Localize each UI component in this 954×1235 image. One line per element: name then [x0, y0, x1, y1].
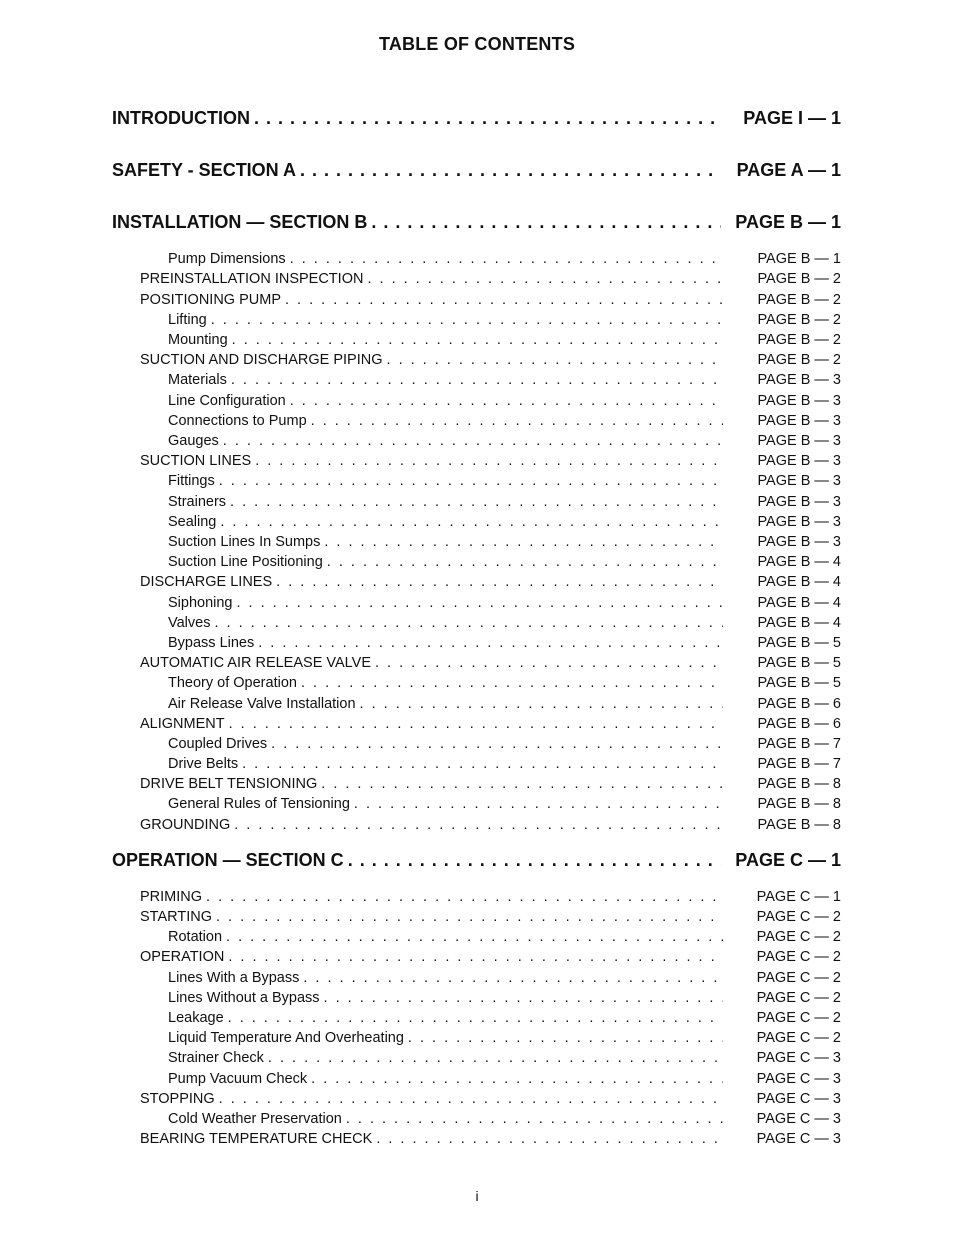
dot-leader — [327, 554, 723, 570]
toc-entry-label: General Rules of Tensioning — [168, 796, 350, 812]
dot-leader — [231, 372, 723, 388]
toc-entry[interactable] — [168, 473, 841, 489]
toc-entry-page: PAGE B — 1 — [757, 251, 841, 267]
dot-leader — [242, 756, 723, 772]
dot-leader — [268, 1050, 723, 1066]
toc-entry[interactable] — [168, 1071, 841, 1087]
toc-entry-page: PAGE C — 1 — [735, 850, 841, 870]
dot-leader — [376, 1131, 723, 1147]
toc-entry[interactable] — [168, 756, 841, 772]
toc-entry-page: PAGE B — 3 — [757, 453, 841, 469]
toc-entry[interactable] — [140, 453, 841, 469]
dot-leader — [311, 413, 723, 429]
toc-entry-label: Lifting — [168, 312, 207, 328]
toc-entry[interactable] — [140, 271, 841, 287]
toc-entry-label: SUCTION AND DISCHARGE PIPING — [140, 352, 383, 368]
toc-entry[interactable] — [140, 909, 841, 925]
dot-leader — [311, 1071, 723, 1087]
dot-leader — [237, 595, 724, 611]
toc-entry[interactable] — [168, 413, 841, 429]
toc-entry-page: PAGE B — 2 — [757, 332, 841, 348]
dot-leader — [408, 1030, 723, 1046]
toc-entry-label: Gauges — [168, 433, 219, 449]
toc-entry-page: PAGE B — 1 — [735, 212, 841, 232]
toc-entry-page: PAGE B — 4 — [757, 574, 841, 590]
dot-leader — [285, 292, 723, 308]
toc-entry-label: Mounting — [168, 332, 228, 348]
dot-leader — [211, 312, 723, 328]
toc-entry[interactable] — [168, 372, 841, 388]
dot-leader — [254, 108, 721, 129]
toc-entry-page: PAGE B — 8 — [757, 796, 841, 812]
dot-leader — [219, 473, 723, 489]
toc-entry-page: PAGE A — 1 — [736, 160, 841, 180]
toc-entry-label: Coupled Drives — [168, 736, 268, 752]
toc-section-entry[interactable] — [112, 108, 841, 129]
toc-entry-page: PAGE B — 5 — [757, 655, 841, 671]
toc-entry-page: PAGE B — 3 — [757, 494, 841, 510]
toc-entry-label: Materials — [168, 372, 227, 388]
toc-entry-page: PAGE B — 8 — [757, 776, 841, 792]
toc-entry[interactable] — [168, 312, 841, 328]
toc-entry[interactable] — [168, 696, 841, 712]
toc-entry-page: PAGE C — 1 — [756, 889, 841, 905]
dot-leader — [219, 1091, 723, 1107]
toc-entry-label: Sealing — [168, 514, 217, 530]
toc-entry-page: PAGE C — 3 — [756, 1071, 841, 1087]
toc-entry-label: OPERATION — SECTION C — [112, 850, 344, 870]
toc-entry[interactable] — [168, 1010, 841, 1026]
toc-entry-page: PAGE B — 7 — [757, 736, 841, 752]
toc-section-entry[interactable] — [112, 212, 841, 233]
toc-entry[interactable] — [168, 534, 841, 550]
dot-leader — [276, 574, 723, 590]
toc-entry[interactable] — [168, 929, 841, 945]
toc-entry[interactable] — [168, 675, 841, 691]
toc-entry[interactable] — [140, 655, 841, 671]
toc-entry-page: PAGE C — 2 — [756, 1010, 841, 1026]
toc-entry[interactable] — [168, 615, 841, 631]
toc-entry-label: Air Release Valve Installation — [168, 696, 356, 712]
dot-leader — [290, 251, 723, 267]
toc-entry-label: INSTALLATION — SECTION B — [112, 212, 368, 232]
toc-entry-page: PAGE B — 3 — [757, 473, 841, 489]
toc-entry-page: PAGE C — 3 — [756, 1131, 841, 1147]
toc-entry-label: STOPPING — [140, 1091, 215, 1107]
toc-entry-page: PAGE B — 5 — [757, 635, 841, 651]
toc-entry-page: PAGE B — 4 — [757, 554, 841, 570]
toc-entry-page: PAGE C — 3 — [756, 1050, 841, 1066]
toc-entry-page: PAGE B — 2 — [757, 312, 841, 328]
toc-entry-page: PAGE B — 3 — [757, 413, 841, 429]
toc-entry-page: PAGE C — 2 — [756, 929, 841, 945]
dot-leader — [348, 850, 721, 871]
toc-entry[interactable] — [140, 949, 841, 965]
dot-leader — [206, 889, 723, 905]
toc-entry-page: PAGE B — 6 — [757, 716, 841, 732]
dot-leader — [226, 929, 723, 945]
toc-entry[interactable] — [168, 796, 841, 812]
toc-entry[interactable] — [168, 1050, 841, 1066]
toc-entry[interactable] — [140, 776, 841, 792]
toc-entry[interactable] — [140, 1091, 841, 1107]
toc-entry[interactable] — [168, 1111, 841, 1127]
toc-entry-label: Theory of Operation — [168, 675, 297, 691]
dot-leader — [375, 655, 723, 671]
toc-entry-page: PAGE B — 4 — [757, 595, 841, 611]
toc-entry-page: PAGE C — 2 — [756, 949, 841, 965]
dot-leader — [230, 494, 723, 510]
dot-leader — [300, 160, 721, 181]
toc-entry-label: Siphoning — [168, 595, 233, 611]
toc-entry-label: Suction Lines In Sumps — [168, 534, 321, 550]
toc-entry-page: PAGE B — 6 — [757, 696, 841, 712]
toc-entry[interactable] — [168, 433, 841, 449]
page-number: i — [475, 1188, 479, 1204]
toc-entry-label: Strainer Check — [168, 1050, 264, 1066]
toc-entry-label: GROUNDING — [140, 817, 231, 833]
toc-entry[interactable] — [168, 494, 841, 510]
toc-entry[interactable] — [168, 990, 841, 1006]
toc-entry-label: PREINSTALLATION INSPECTION — [140, 271, 364, 287]
toc-entry-label: Liquid Temperature And Overheating — [168, 1030, 404, 1046]
toc-entry-label: DRIVE BELT TENSIONING — [140, 776, 318, 792]
toc-entry-page: PAGE B — 3 — [757, 433, 841, 449]
toc-entry-label: Bypass Lines — [168, 635, 255, 651]
toc-entry-label: ALIGNMENT — [140, 716, 225, 732]
dot-leader — [303, 970, 723, 986]
toc-entry[interactable] — [168, 332, 841, 348]
toc-entry-label: Lines Without a Bypass — [168, 990, 320, 1006]
toc-entry-page: PAGE C — 3 — [756, 1111, 841, 1127]
toc-entry[interactable] — [140, 352, 841, 368]
toc-entry[interactable] — [140, 817, 841, 833]
toc-entry[interactable] — [140, 292, 841, 308]
toc-entry-label: Rotation — [168, 929, 223, 945]
toc-entry-page: PAGE B — 4 — [757, 615, 841, 631]
dot-leader — [228, 949, 723, 965]
toc-entry-label: AUTOMATIC AIR RELEASE VALVE — [140, 655, 371, 671]
toc-entry[interactable] — [140, 574, 841, 590]
dot-leader — [371, 212, 721, 233]
toc-entry-label: Fittings — [168, 473, 215, 489]
toc-entry-label: Suction Line Positioning — [168, 554, 323, 570]
toc-entry-label: Valves — [168, 615, 211, 631]
toc-entry-label: Pump Vacuum Check — [168, 1071, 308, 1087]
dot-leader — [214, 615, 723, 631]
dot-leader — [324, 990, 723, 1006]
toc-entry-page: PAGE B — 5 — [757, 675, 841, 691]
toc-entry-page: PAGE B — 3 — [757, 393, 841, 409]
toc-entry-label: INTRODUCTION — [112, 108, 250, 128]
toc-entry[interactable] — [168, 393, 841, 409]
toc-entry[interactable] — [168, 514, 841, 530]
toc-entry-page: PAGE C — 2 — [756, 909, 841, 925]
dot-leader — [367, 271, 723, 287]
page-title: TABLE OF CONTENTS — [378, 34, 576, 54]
dot-leader — [360, 696, 723, 712]
dot-leader — [258, 635, 723, 651]
dot-leader — [290, 393, 723, 409]
toc-entry[interactable] — [168, 554, 841, 570]
toc-entry-label: Strainers — [168, 494, 227, 510]
toc-entry-label: OPERATION — [140, 949, 225, 965]
dot-leader — [228, 1010, 723, 1026]
toc-entry[interactable] — [168, 1030, 841, 1046]
toc-entry-label: SAFETY - SECTION A — [112, 160, 297, 180]
toc-entry-page: PAGE C — 2 — [756, 970, 841, 986]
dot-leader — [216, 909, 723, 925]
toc-entry[interactable] — [168, 970, 841, 986]
toc-entry-label: DISCHARGE LINES — [140, 574, 273, 590]
toc-entry[interactable] — [140, 716, 841, 732]
toc-entry-label: Lines With a Bypass — [168, 970, 300, 986]
toc-entry-page: PAGE C — 2 — [756, 990, 841, 1006]
toc-entry-page: PAGE B — 2 — [757, 271, 841, 287]
toc-entry-label: Pump Dimensions — [168, 251, 286, 267]
toc-section-entry[interactable] — [112, 850, 841, 871]
toc-entry-page: PAGE B — 3 — [757, 534, 841, 550]
toc-entry-page: PAGE I — 1 — [743, 108, 841, 128]
toc-entry[interactable] — [168, 251, 841, 267]
toc-entry-label: POSITIONING PUMP — [140, 292, 281, 308]
dot-leader — [346, 1111, 723, 1127]
toc-entry-label: Drive Belts — [168, 756, 239, 772]
toc-entry-label: Line Configuration — [168, 393, 286, 409]
dot-leader — [255, 453, 723, 469]
toc-entry-label: Connections to Pump — [168, 413, 307, 429]
toc-entry-page: PAGE B — 2 — [757, 292, 841, 308]
toc-entry-label: Leakage — [168, 1010, 224, 1026]
toc-entry-label: BEARING TEMPERATURE CHECK — [140, 1131, 373, 1147]
toc-entry-label: PRIMING — [140, 889, 203, 905]
dot-leader — [232, 332, 723, 348]
toc-entry-page: PAGE B — 3 — [757, 514, 841, 530]
toc-entry-page: PAGE B — 8 — [757, 817, 841, 833]
toc-entry[interactable] — [168, 736, 841, 752]
dot-leader — [354, 796, 723, 812]
toc-entry-label: Cold Weather Preservation — [168, 1111, 342, 1127]
dot-leader — [234, 817, 723, 833]
toc-entry-page: PAGE B — 3 — [757, 372, 841, 388]
toc-section-entry[interactable] — [112, 160, 841, 181]
toc-entry[interactable] — [168, 635, 841, 651]
toc-entry-page: PAGE C — 3 — [756, 1091, 841, 1107]
dot-leader — [223, 433, 723, 449]
toc-entry-page: PAGE C — 2 — [756, 1030, 841, 1046]
toc-entry[interactable] — [168, 595, 841, 611]
toc-entry-page: PAGE B — 7 — [757, 756, 841, 772]
dot-leader — [324, 534, 723, 550]
toc-entry[interactable] — [140, 889, 841, 905]
dot-leader — [301, 675, 723, 691]
dot-leader — [229, 716, 723, 732]
toc-entry[interactable] — [140, 1131, 841, 1147]
dot-leader — [321, 776, 723, 792]
toc-entry-label: STARTING — [140, 909, 212, 925]
dot-leader — [220, 514, 723, 530]
toc-entry-label: SUCTION LINES — [140, 453, 252, 469]
toc-entry-page: PAGE B — 2 — [757, 352, 841, 368]
dot-leader — [271, 736, 723, 752]
dot-leader — [387, 352, 723, 368]
